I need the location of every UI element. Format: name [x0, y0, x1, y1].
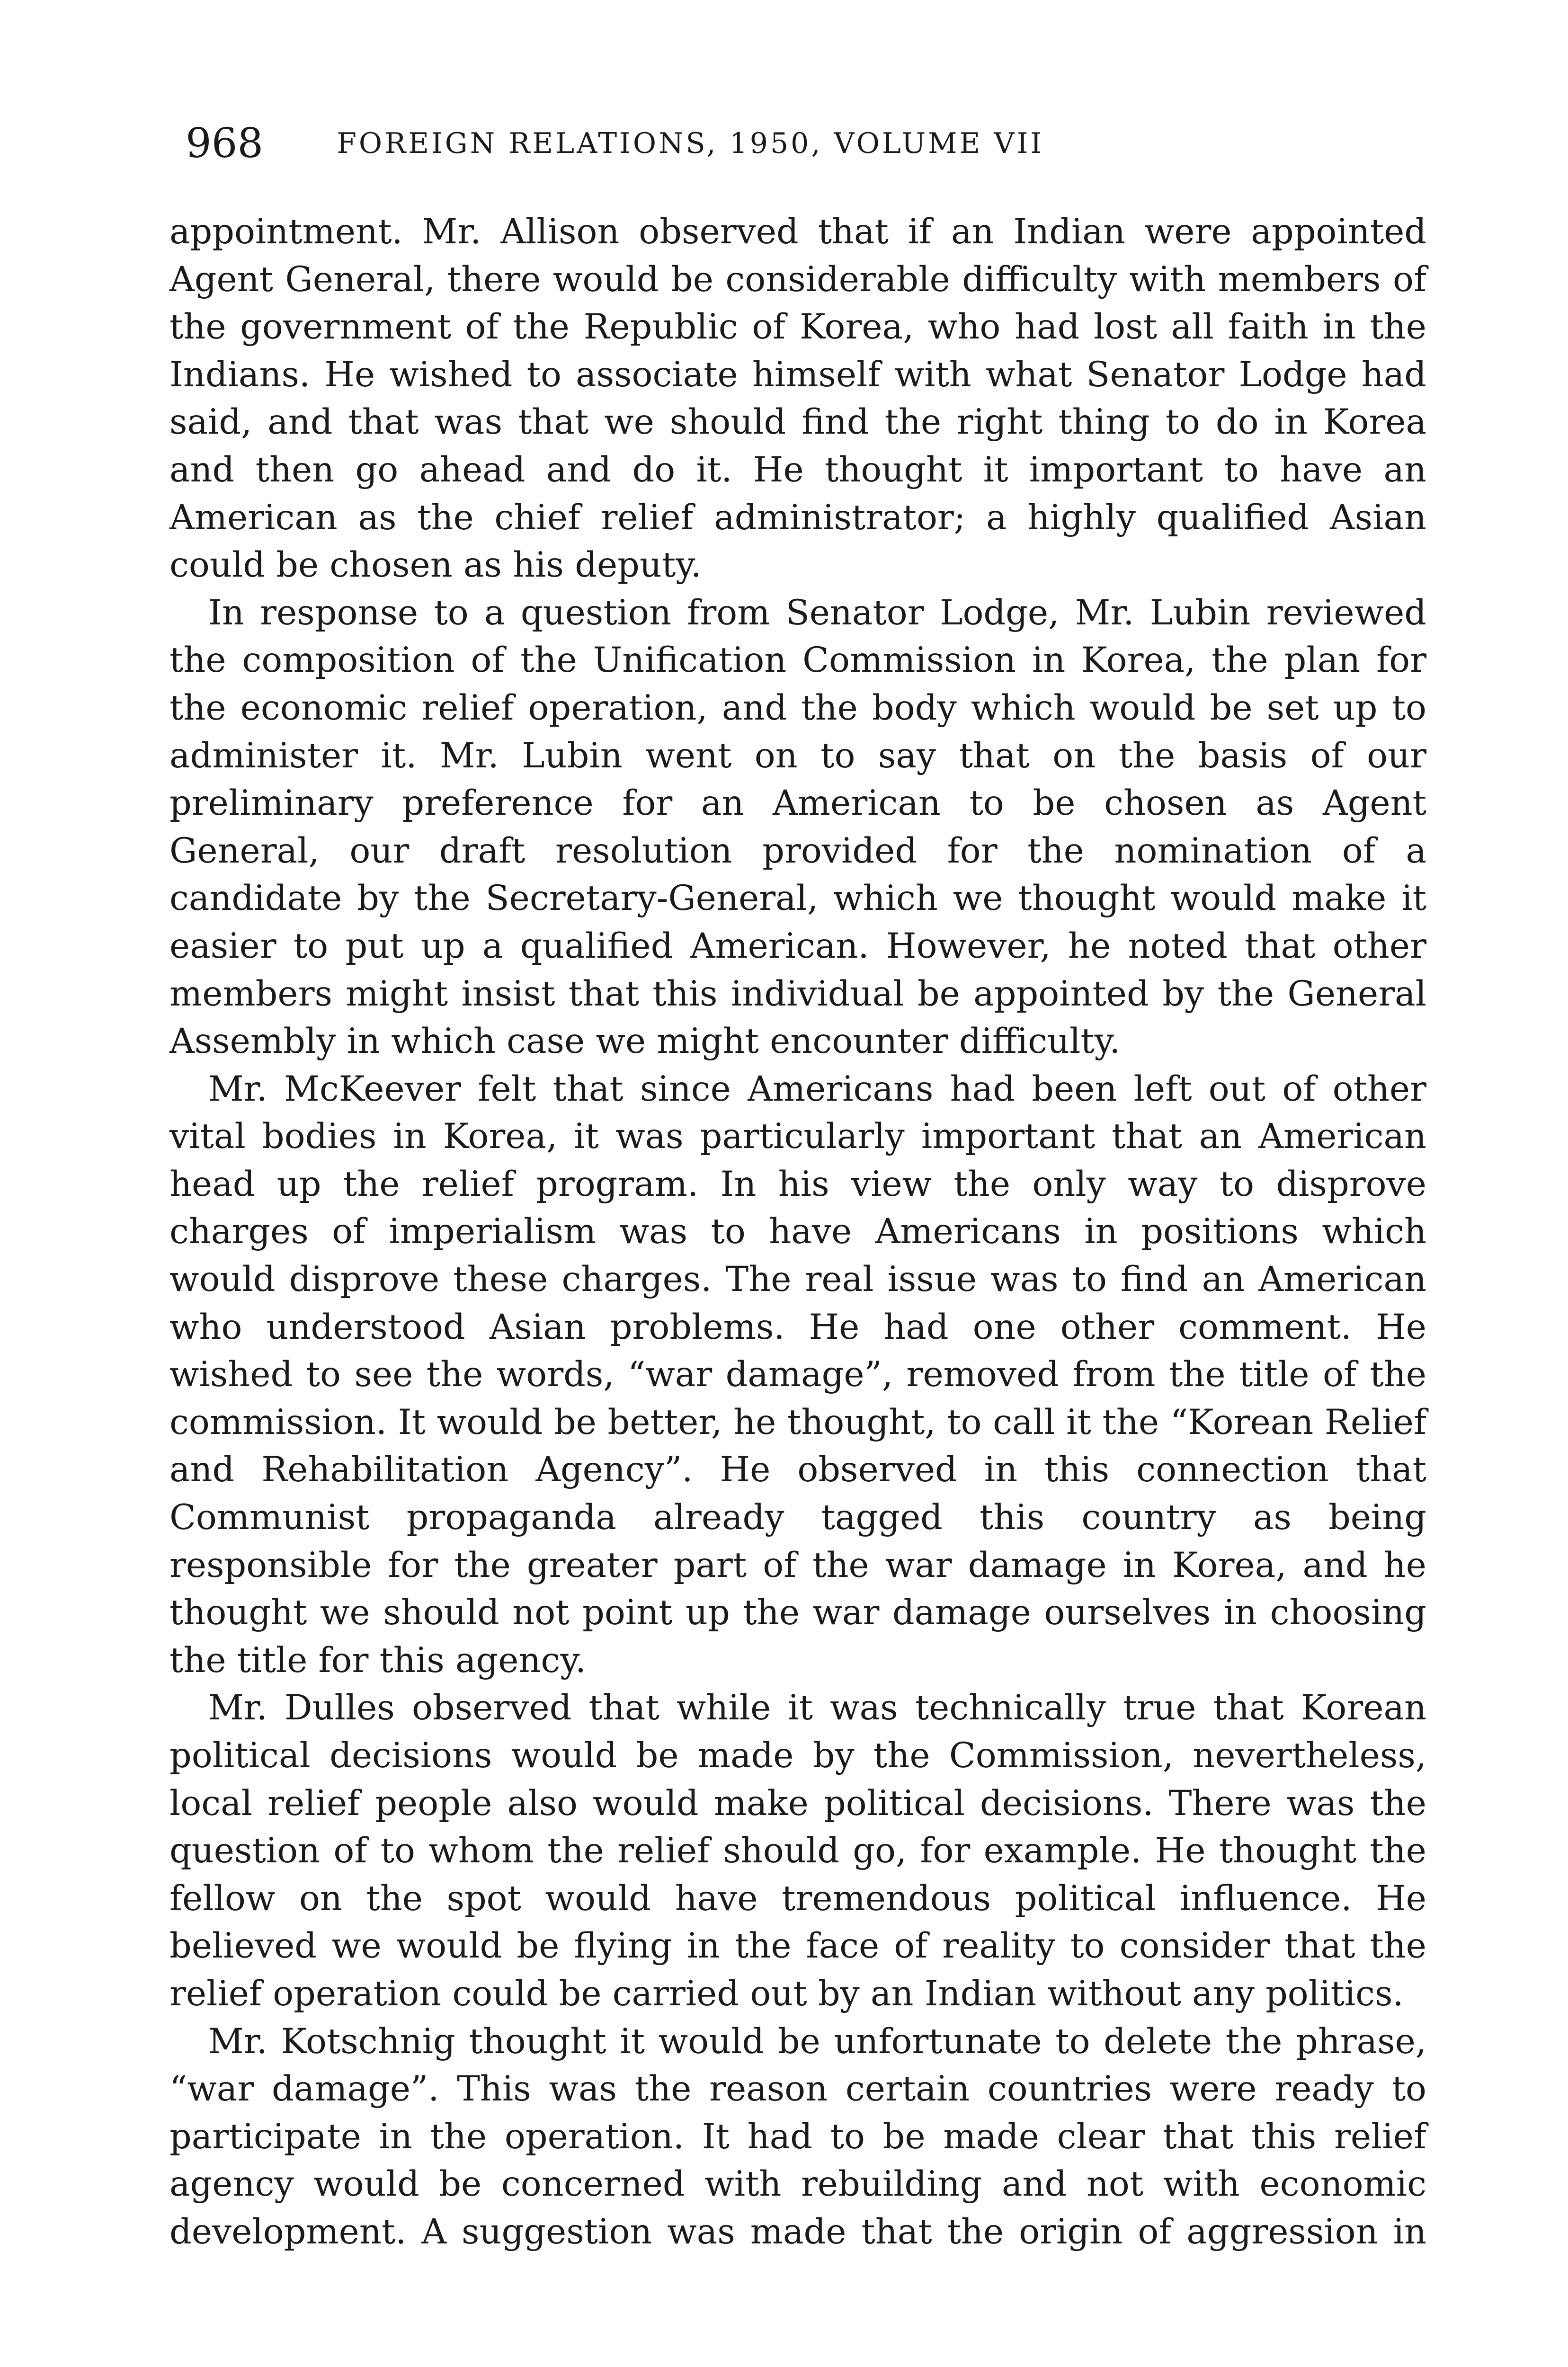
paragraph-lubin: In response to a question from Senator Lodge, Mr. Lubin reviewed the composition of the Unification Commission in Korea, the plan for the economic relief operation, and the body which would be set up to administer it. Mr. Lubin went on to say that on the basis of our preliminary preference for an American to be chosen as Agent General, our draft resolution provided for the nomination of a candidate by the Secretary-General, which we thought would make it easier to put up a qualified American. However, he noted that other members might insist that this individual be appointed by the General Assembly in which case we might encounter difficulty.: [169, 592, 1426, 1062]
body-text: [169, 208, 1426, 2256]
paragraph-kotschnig: Mr. Kotschnig thought it would be unfortunate to delete the phrase, “war damage”. This was the reason certain countries were ready to participate in the operation. It had to be made clear that this relief agency would be concerned with rebuilding and not with economic development. A suggestion was made that the origin of aggression in: [169, 2021, 1426, 2252]
running-title: FOREIGN RELATIONS, 1950, VOLUME VII: [337, 127, 1044, 160]
page-number: 968: [186, 120, 264, 167]
paragraph-dulles: Mr. Dulles observed that while it was technically true that Korean political decisions would be made by the Commission, nevertheless, local relief people also would make political decisions. There was the question of to whom the relief should go, for example. He thought the fellow on the spot would have tremendous political influence. He believed we would be flying in the face of reality to consider that the relief operation could be carried out by an Indian without any politics.: [169, 1688, 1426, 2014]
paragraph-mckeever: Mr. McKeever felt that since Americans had been left out of other vital bodies in Korea, it was particularly important that an American head up the relief program. In his view the only way to disprove charges of imperialism was to have Americans in positions which would disprove these charges. The real issue was to find an American who understood Asian problems. He had one other comment. He wished to see the words, “war damage”, removed from the title of the commission. It would be better, he thought, to call it the “Korean Relief and Rehabilitation Agency”. He observed in this connection that Communist propaganda already tagged this country as being responsible for the greater part of the war damage in Korea, and he thought we should not point up the war damage ourselves in choosing the title for this agency.: [169, 1068, 1426, 1681]
paragraph-allison: appointment. Mr. Allison observed that if an Indian were appointed Agent General, there would be considerable difficulty with members of the government of the Republic of Korea, who had lost all faith in the Indians. He wished to associate himself with what Senator Lodge had said, and that was that we should find the right thing to do in Korea and then go ahead and do it. He thought it important to have an American as the chief relief administrator; a highly qualified Asian could be chosen as his deputy.: [169, 212, 1426, 586]
running-head: [186, 117, 1227, 169]
